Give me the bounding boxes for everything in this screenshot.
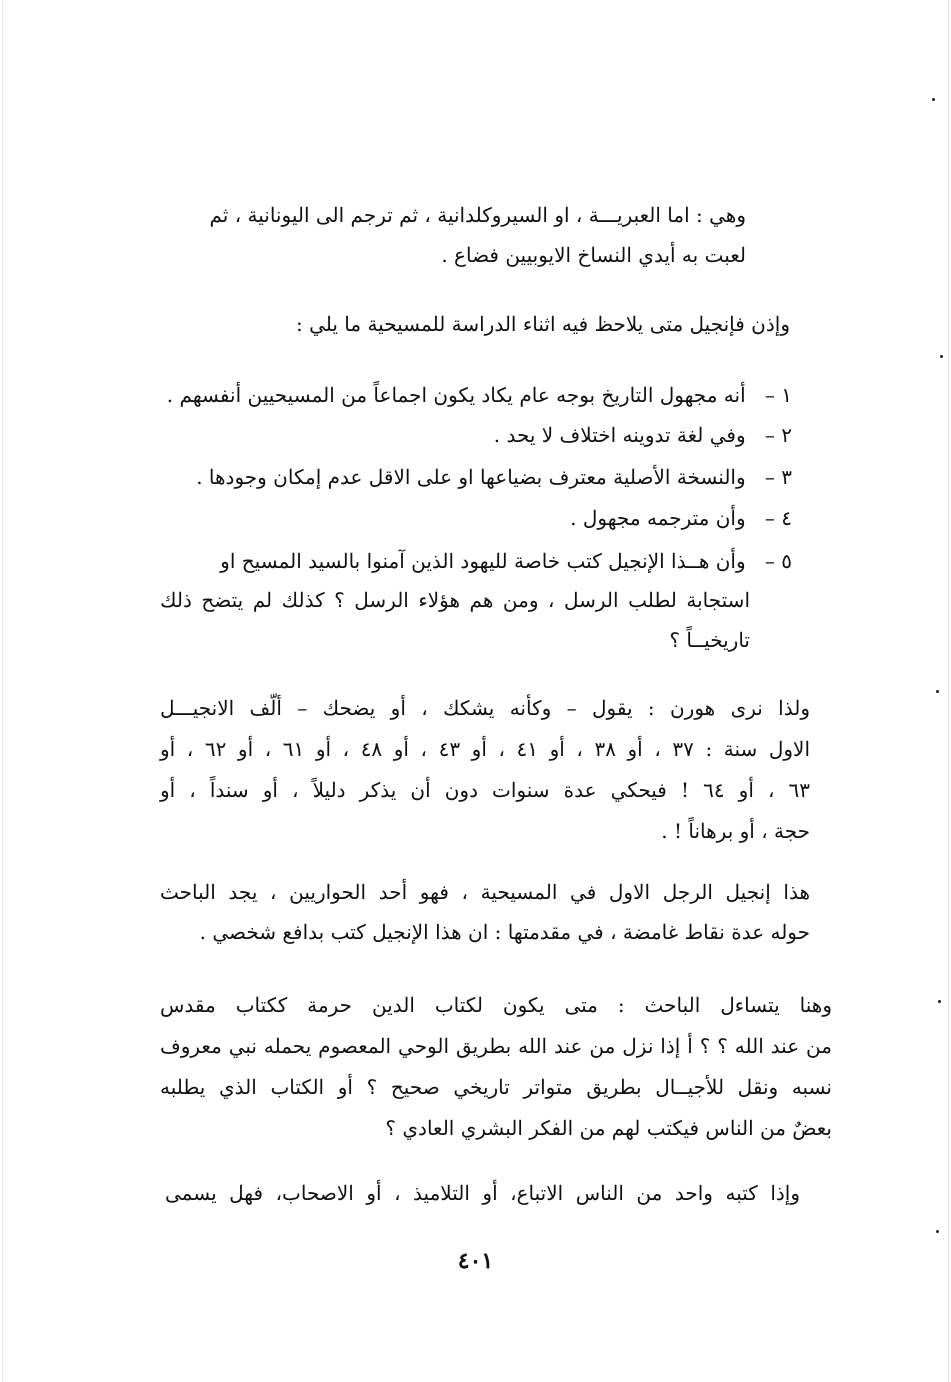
paragraph-line: لعبت به أيدي النساخ الايوبيين فضاع . [441, 243, 746, 267]
paragraph-line: استجابة لطلب الرسل ، ومن هم هؤلاء الرسل ؟ كذلك لم يتضح ذلك [160, 588, 750, 612]
scan-speck [936, 690, 939, 693]
list-text: والنسخة الأصلية معترف بضياعها او على الاقل عدم إمكان وجودها . [196, 465, 746, 489]
list-text: وفي لغة تدوينه اختلاف لا يحد . [493, 423, 746, 447]
list-item-3 [160, 456, 792, 498]
scan-speck [932, 98, 935, 101]
paragraph-line: الاول سنة : ٣٧ ، أو ٣٨ ، أو ٤١ ، أو ٤٣ ، أو ٤٨ ، أو ٦١ ، أو ٦٢ ، أو [160, 737, 811, 761]
paragraph-line: نسبه ونقل للأجيــال بطريق متواتر تاريخي صحيح ؟ أو الكتاب الذي يطلبه [160, 1075, 832, 1099]
paragraph-line: حوله عدة نقاط غامضة ، في مقدمتها : ان هذا الإنجيل كتب بدافع شخصي . [199, 920, 810, 944]
paragraph-4 [160, 872, 810, 952]
paragraph-line: ٦٣ ، أو ٦٤ ! فيحكي عدة سنوات دون أن يذكر دليلاً ، أو سنداً ، أو [160, 778, 810, 802]
paragraph-line: حجة ، أو برهاناً ! . [661, 819, 810, 843]
list-item-2 [160, 414, 792, 456]
list-text: وأن هــذا الإنجيل كتب خاصة لليهود الذين آمنوا بالسيد المسيح او [220, 549, 746, 573]
paragraph-6 [165, 1173, 800, 1213]
paragraph-line: وإذن فإنجيل متى يلاحظ فيه اثناء الدراسة للمسيحية ما يلي : [295, 312, 790, 336]
list-item-5-continuation [160, 580, 750, 660]
list-number: ١ – [764, 383, 792, 407]
list-number: ٢ – [764, 423, 792, 447]
paragraph-5 [160, 985, 832, 1149]
paragraph-1 [59, 195, 951, 275]
paragraph-3 [160, 688, 810, 852]
paragraph-line: بعضٌ من الناس فيكتب لهم من الفكر البشري العادي ؟ [385, 1116, 832, 1140]
scan-speck [938, 1000, 941, 1003]
list-number: ٥ – [764, 549, 792, 573]
scan-speck [940, 355, 943, 358]
page-number: ٤٠١ [457, 1248, 494, 1274]
paragraph-line: وهي : اما العبريـــة ، او السيروكلدانية ، ثم ترجم الى اليونانية ، ثم [209, 203, 746, 227]
list-number: ٤ – [764, 506, 792, 530]
list-item-1 [160, 374, 792, 416]
paragraph-line: وهنا يتساءل الباحث : متى يكون لكتاب الدين حرمة ككتاب مقدس [160, 993, 832, 1017]
paragraph-line: من عند الله ؟ ؟ أ إذا نزل من عند الله بطريق الوحي المعصوم يحمله نبي معروف [160, 1034, 832, 1058]
list-item-5 [160, 540, 792, 582]
list-number: ٣ – [764, 465, 792, 489]
paragraph-line: وإذا كتبه واحد من الناس الاتباع، أو التلاميذ ، أو الاصحاب، فهل يسمى [165, 1181, 800, 1205]
paragraph-2 [240, 304, 790, 344]
scan-speck [936, 1230, 939, 1233]
paragraph-line: ولذا نرى هورن : يقول – وكأنه يشكك ، أو يضحك – ألّف الانجيـــل [160, 696, 810, 720]
paragraph-line: تاريخيــاً ؟ [669, 628, 750, 652]
paragraph-line: هذا إنجيل الرجل الاول في المسيحية ، فهو أحد الحواريين ، يجد الباحث [160, 880, 810, 904]
list-text: وأن مترجمه مجهول . [570, 506, 746, 530]
scan-edge-left [2, 0, 3, 1382]
list-item-4 [160, 497, 792, 539]
list-text: أنه مجهول التاريخ بوجه عام يكاد يكون اجماعاً من المسيحيين أنفسهم . [166, 383, 746, 407]
